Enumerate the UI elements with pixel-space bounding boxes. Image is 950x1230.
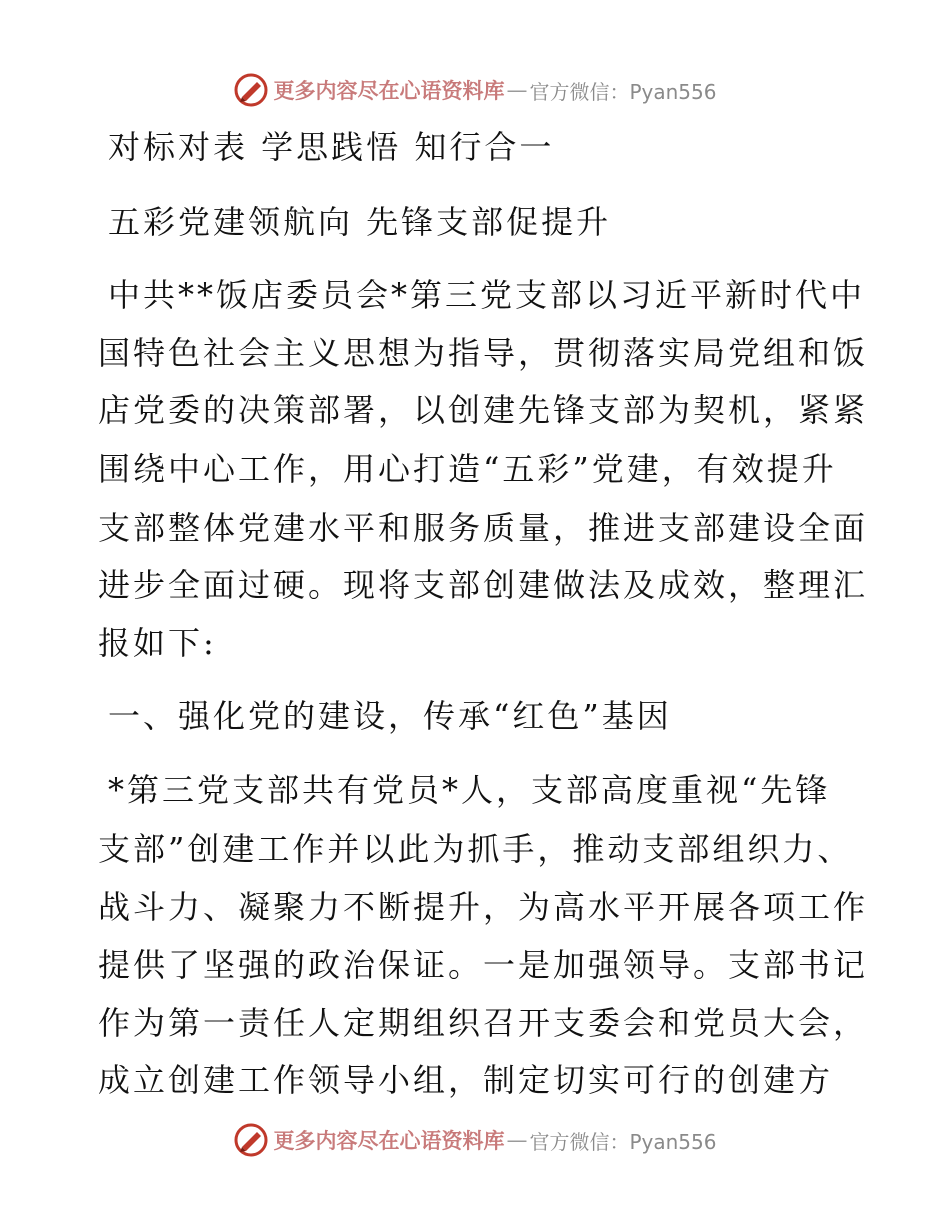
para2-line-1: *第三党支部共有党员*人，支部高度重视“先锋: [108, 771, 831, 809]
para2-line-3: 战斗力、凝聚力不断提升，为高水平开展各项工作: [98, 888, 869, 926]
title-line-2: 五彩党建领航向 先锋支部促提升: [108, 203, 612, 241]
para2-line-5: 作为第一责任人定期组织召开支委会和党员大会，: [98, 1004, 869, 1042]
para1-line-1: 中共**饭店委员会*第三党支部以习近平新时代中: [108, 276, 866, 314]
footer-banner: [0, 1120, 950, 1160]
para1-line-6: 进步全面过硬。现将支部创建做法及成效，整理汇: [98, 566, 869, 604]
banner-wechat-text: 官方微信：Pyan556: [529, 79, 717, 104]
para1-line-7: 报如下:: [98, 624, 217, 662]
title-line-1: 对标对表 学思践悟 知行合一: [108, 128, 555, 166]
banner-wechat-text: 官方微信：Pyan556: [529, 1129, 717, 1154]
para1-line-3: 店党委的决策部署，以创建先锋支部为契机，紧紧: [98, 391, 869, 429]
para2-line-4: 提供了坚强的政治保证。一是加强领导。支部书记: [98, 946, 869, 984]
para2-line-6: 成立创建工作领导小组，制定切实可行的创建方: [98, 1061, 834, 1099]
banner-brand-text: 更多内容尽在心语资料库: [273, 78, 505, 103]
banner-dash: —: [506, 1128, 528, 1152]
section-heading-1: 一、强化党的建设，传承“红色”基因: [108, 697, 672, 735]
banner-dash: —: [506, 78, 528, 102]
para2-line-2: 支部”创建工作并以此为抓手，推动支部组织力、: [98, 830, 853, 868]
para1-line-5: 支部整体党建水平和服务质量，推进支部建设全面: [98, 509, 869, 547]
header-banner: [0, 70, 950, 110]
pen-logo-icon: [233, 1122, 269, 1158]
banner-brand-text: 更多内容尽在心语资料库: [273, 1128, 505, 1153]
pen-logo-icon: [233, 72, 269, 108]
para1-line-4: 围绕中心工作，用心打造“五彩”党建，有效提升: [98, 450, 837, 488]
para1-line-2: 国特色社会主义思想为指导，贯彻落实局党组和饭: [98, 334, 869, 372]
